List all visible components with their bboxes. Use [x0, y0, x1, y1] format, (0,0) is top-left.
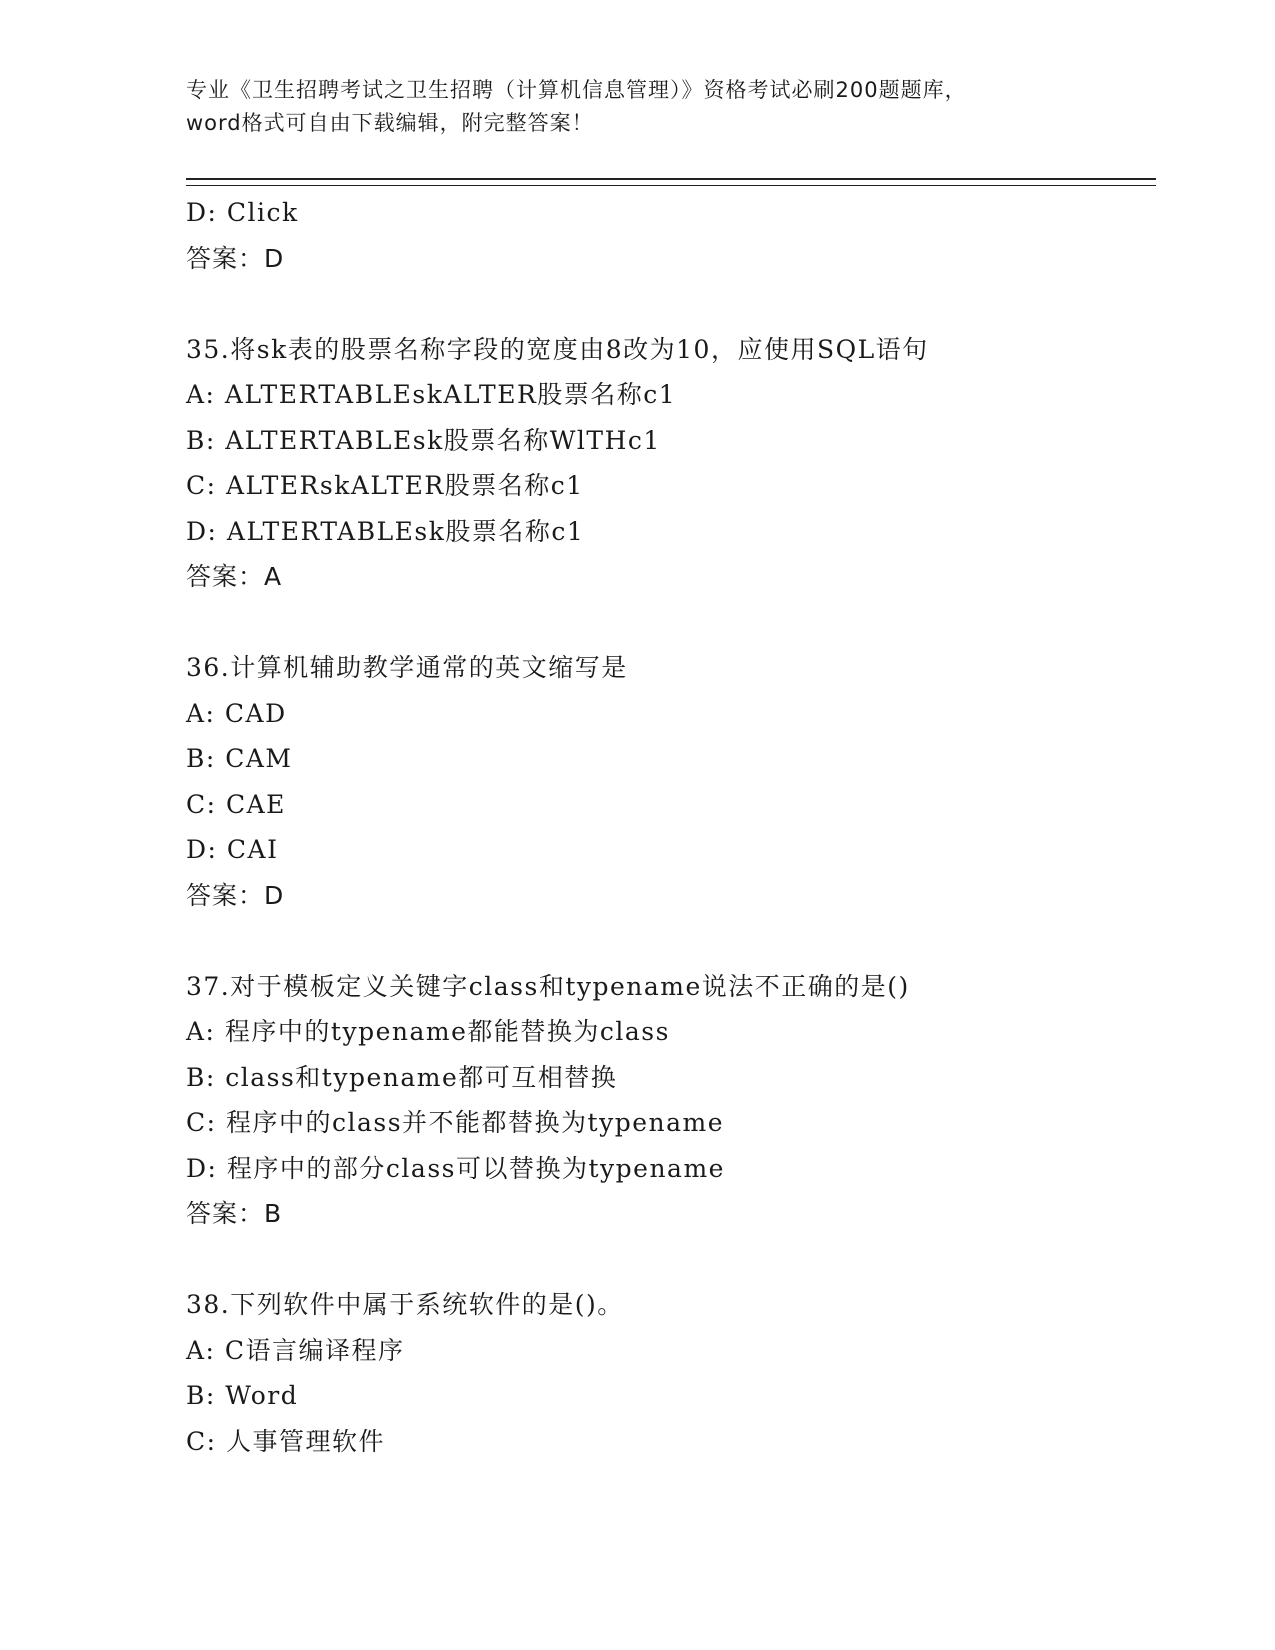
spacer — [186, 1237, 1156, 1283]
option-b: B: class和typename都可互相替换 — [186, 1062, 618, 1092]
spacer — [186, 600, 1156, 646]
answer-line: 答案：B — [186, 1199, 283, 1228]
question-37 — [186, 964, 1156, 1237]
spacer — [186, 918, 1156, 964]
option-c: C: ALTERskALTER股票名称c1 — [186, 471, 584, 500]
option-c: C: 程序中的class并不能都替换为typename — [186, 1108, 725, 1137]
option-d: D: Click — [186, 198, 299, 227]
option-b: B: Word — [186, 1381, 299, 1410]
question-stem: 38.下列软件中属于系统软件的是()。 — [186, 1290, 624, 1319]
answer-line: 答案：D — [186, 880, 285, 910]
question-38 — [186, 1282, 1156, 1464]
spacer — [186, 281, 1156, 327]
question-35 — [186, 327, 1156, 600]
option-b: B: CAM — [186, 744, 293, 773]
question-stem: 37.对于模板定义关键字class和typename说法不正确的是() — [186, 971, 910, 1001]
option-a: A: C语言编译程序 — [186, 1335, 405, 1365]
answer-line: 答案：A — [186, 562, 283, 591]
question-36 — [186, 645, 1156, 918]
header-line-2: word格式可自由下载编辑，附完整答案！ — [186, 111, 594, 135]
header-divider — [186, 178, 1156, 186]
option-c: C: 人事管理软件 — [186, 1426, 385, 1456]
answer-line: 答案：D — [186, 243, 285, 273]
option-d: D: CAI — [186, 835, 279, 864]
option-a: A: CAD — [186, 698, 287, 728]
option-c: C: CAE — [186, 789, 286, 819]
option-d: D: ALTERTABLEsk股票名称c1 — [186, 516, 585, 546]
question-stem: 36.计算机辅助教学通常的英文缩写是 — [186, 653, 628, 682]
header-line-1: 专业《卫生招聘考试之卫生招聘（计算机信息管理）》资格考试必刷200题题库， — [186, 78, 967, 102]
previous-question-tail — [186, 190, 1156, 281]
option-a: A: ALTERTABLEskALTER股票名称c1 — [186, 380, 677, 409]
option-b: B: ALTERTABLEsk股票名称WlTHc1 — [186, 425, 661, 455]
document-header — [186, 74, 1086, 140]
question-list — [186, 190, 1156, 1464]
question-stem: 35.将sk表的股票名称字段的宽度由8改为10，应使用SQL语句 — [186, 334, 929, 364]
option-d: D: 程序中的部分class可以替换为typename — [186, 1153, 725, 1183]
option-a: A: 程序中的typename都能替换为class — [186, 1017, 670, 1046]
